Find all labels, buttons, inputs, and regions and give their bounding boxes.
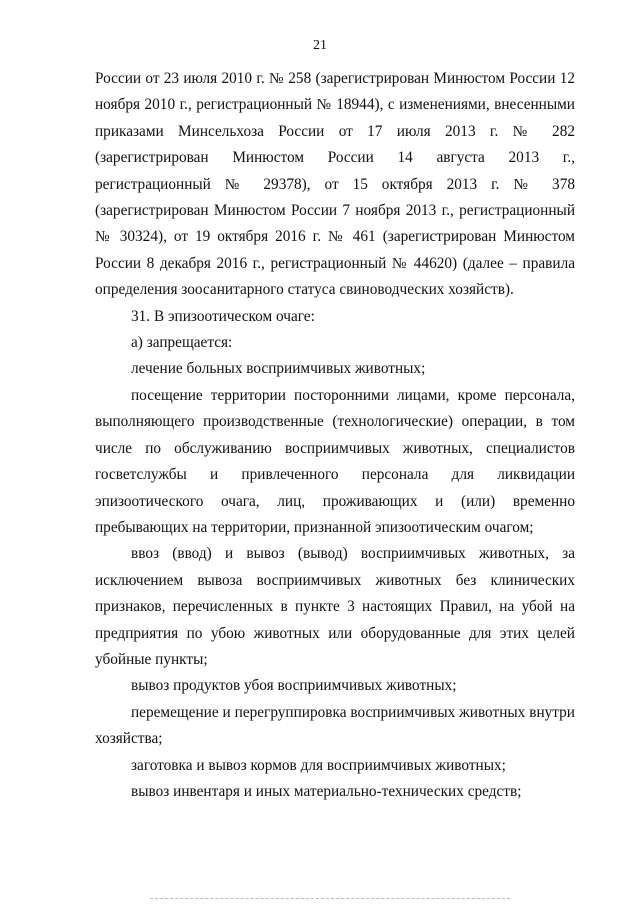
text-line: на предприятия по убою животных или оборудованные для этих целей <box>95 598 575 642</box>
text-line: эпизоотическим очагом; <box>375 518 534 536</box>
text-line: 12 ноября 2010 г., регистрационный № 18944), с изменениями, внесенными <box>95 70 575 114</box>
paragraph-rules-reference <box>95 66 575 304</box>
scan-edge-divider <box>150 898 510 899</box>
text-line: признаков, перечисленных в пункте 3 настоящих Правил, на убой <box>95 598 553 616</box>
text-line: вывоз инвентаря и иных материально-технических средств; <box>131 782 522 800</box>
paragraph-treatment <box>95 356 575 382</box>
text-line: 31. В эпизоотическом очаге: <box>131 307 315 325</box>
paragraph-feed <box>95 753 575 779</box>
page-number: 21 <box>313 38 327 53</box>
text-line: посещение территории посторонними лицами, кроме персонала, <box>131 386 575 404</box>
paragraph-slaughter-products <box>95 673 575 699</box>
text-line: за исключением вывоза восприимчивых животных без клинических <box>95 545 575 589</box>
text-line: проживающих и (или) временно пребывающих на территории, признанной <box>95 492 575 536</box>
text-line: Минюстом России 14 августа 2013 г., регистрационный № 29378), <box>95 149 575 193</box>
text-line: приказами Минсельхоза России от 17 июля 2013 г. № 282 (зарегистрирован <box>95 122 575 167</box>
text-line: (зарегистрирован Минюстом России 8 декабря 2016 г., регистрационный <box>95 228 575 272</box>
text-line: убойные пункты; <box>95 650 208 668</box>
text-line: заготовка и вывоз кормов для восприимчивых животных; <box>131 756 506 774</box>
text-line: выполняющего производственные (технологические) операции, в том числе <box>95 413 575 457</box>
text-line: ввоз (ввод) и вывоз (вывод) восприимчивых животных, <box>131 545 549 563</box>
paragraph-inventory <box>95 779 575 805</box>
paragraph-visiting <box>95 383 575 541</box>
text-line: и привлеченного персонала для ликвидации эпизоотического очага, лиц, <box>95 466 576 510</box>
paragraph-subsection-a <box>95 330 575 356</box>
text-line: № 44620) (далее – правила определения зоосанитарного статуса <box>95 254 575 299</box>
text-line: лечение больных восприимчивых животных; <box>131 360 426 378</box>
text-line: хозяйства; <box>95 730 163 748</box>
text-line: перемещение и перегруппировка восприимчивых животных внутри <box>131 703 575 721</box>
text-line: по обслуживанию восприимчивых животных, специалистов госветслужбы <box>95 439 575 484</box>
text-line: 7 ноября 2013 г., регистрационный № 30324), от 19 октября 2016 г. № 461 <box>95 202 576 246</box>
text-line: а) запрещается: <box>131 334 233 352</box>
paragraph-regrouping <box>95 700 575 753</box>
text-line: свиноводческих хозяйств). <box>339 281 514 299</box>
text-line: России от 23 июля 2010 г. № 258 (зарегистрирован Минюстом России <box>95 70 556 87</box>
paragraph-section-31 <box>95 304 575 330</box>
paragraph-import-export <box>95 541 575 673</box>
document-body <box>95 66 575 805</box>
text-line: вывоз продуктов убоя восприимчивых животных; <box>131 677 457 695</box>
text-line: от 15 октября 2013 г. № 378 (зарегистрирован Минюстом России <box>95 175 575 220</box>
